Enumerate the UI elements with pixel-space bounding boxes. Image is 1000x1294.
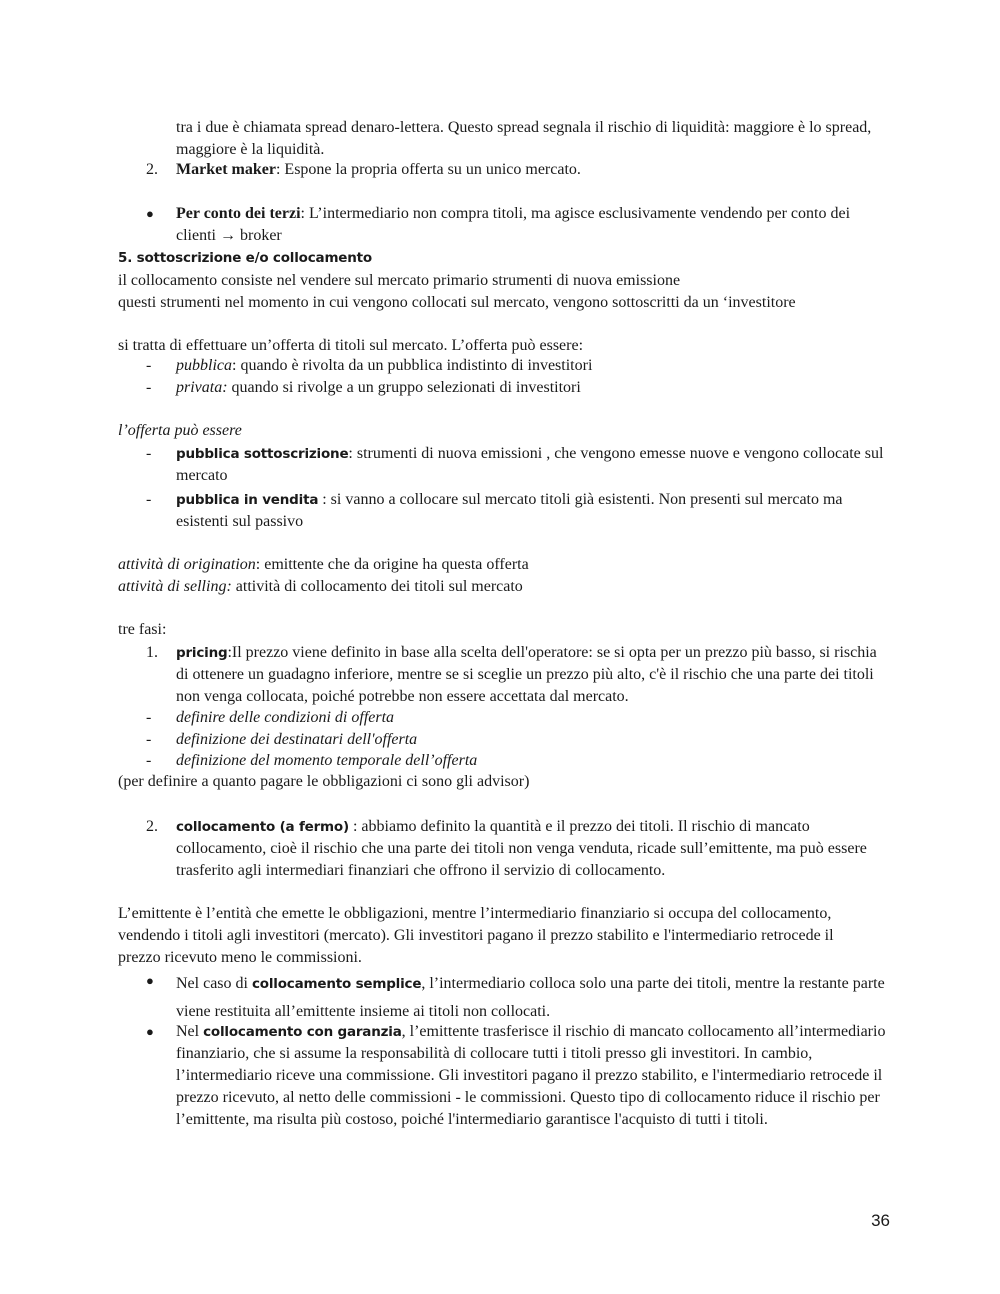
conto-terzi-term: Per conto dei terzi <box>176 205 301 222</box>
item-text: , l’intermediario colloca solo una parte dei titoli, mentre la restante parte viene restituita all’emittente insieme ai titoli non collocati. <box>176 975 885 1020</box>
term-collocamento-fermo: collocamento (a fermo) <box>176 819 349 835</box>
conto-terzi-text: : L’intermediario non compra titoli, ma agisce esclusivamente vendendo per conto dei clienti → broker <box>176 205 851 244</box>
subheading <box>118 420 888 442</box>
dash-marker: - <box>146 379 152 396</box>
term-collocamento-semplice: collocamento semplice <box>251 976 422 992</box>
bullet-icon: ● <box>146 206 154 221</box>
dash-marker: - <box>146 491 152 508</box>
item-text: quando si rivolge a un gruppo selezionati di investitori <box>227 379 581 396</box>
dash-marker: - <box>146 752 152 769</box>
paragraph-line: questi strumenti nel momento in cui vengono collocati sul mercato, vengono sottoscritti da un ‘investitore <box>118 294 796 311</box>
conto-terzi-item <box>176 203 886 247</box>
list-item <box>176 355 886 377</box>
item-text: : quando è rivolta da un pubblica indistinto di investitori <box>232 357 593 374</box>
market-maker-term: Market maker <box>176 161 276 178</box>
dash-marker: - <box>146 731 152 748</box>
list-item <box>176 443 886 487</box>
list-item <box>176 750 886 772</box>
item-text: Nel caso di <box>176 975 252 992</box>
list-item <box>176 729 886 751</box>
item-text: , l’emittente trasferisce il rischio di mancato collocamento all’intermediario finanziario, che si assume la responsabilità di collocare tutti i titoli presso gli investitori. In cambio, l’intermediario riceve una commissione. Gli investitori pagano il prezzo stabilito, e l'intermediario retrocede il prezzo ricevuto, al netto delle commissioni - le commissioni. Questo tipo di collocamento riduce il rischio per l’emittente, ma risulta più costoso, poiché l'intermediario garantisce l'acquisto di tutti i titoli. <box>176 1023 886 1128</box>
item-text: definire delle condizioni di offerta <box>176 709 395 726</box>
paragraph-line: il collocamento consiste nel vendere sul mercato primario strumenti di nuova emissione <box>118 272 681 289</box>
term-pubblica-sottoscrizione: pubblica sottoscrizione <box>176 446 349 462</box>
term-pubblica-vendita: pubblica in vendita <box>176 492 319 508</box>
section-heading: 5. sottoscrizione e/o collocamento <box>118 250 373 266</box>
term-pricing: pricing <box>176 645 228 661</box>
collocamento-text: : abbiamo definito la quantità e il prezzo dei titoli. Il rischio di mancato collocamento, cioè il rischio che una parte dei titoli non venga venduta, ricade sull’emittente, ma può essere trasferito agli intermediari finanziari che offrono il servizio di collocamento. <box>176 818 867 879</box>
dash-marker: - <box>146 709 152 726</box>
market-maker-text: : Espone la propria offerta su un unico mercato. <box>275 161 581 178</box>
page-number: 36 <box>871 1211 890 1230</box>
term-collocamento-garanzia: collocamento con garanzia <box>203 1024 402 1040</box>
definition-line <box>118 576 888 598</box>
bullet-icon: ● <box>146 973 154 988</box>
pricing-text: :Il prezzo viene definito in base alla scelta dell'operatore: se si opta per un prezzo più basso, si rischia di ottenere un guadagno inferiore, mentre se si sceglie un prezzo più alto, c'è il rischio che una parte dei titoli non venga collocata, poiché potrebbe non essere accettata dal mercato. <box>176 644 877 705</box>
subheading-text: l’offerta può essere <box>118 422 242 439</box>
item-text: : si vanno a collocare sul mercato titoli già esistenti. Non presenti sul mercato ma esistenti sul passivo <box>176 491 843 530</box>
definition-text: : emittente che da origine ha questa offerta <box>255 556 529 573</box>
item-text: Nel <box>176 1023 204 1040</box>
paragraph: tre fasi: <box>118 621 167 638</box>
semplice-item <box>176 970 886 1025</box>
term-selling: attività di selling: <box>118 578 232 595</box>
definition-text: attività di collocamento dei titoli sul mercato <box>231 578 523 595</box>
market-maker-item <box>176 159 886 181</box>
pricing-item <box>176 642 886 708</box>
item-text: definizione dei destinatari dell'offerta <box>176 731 418 748</box>
continuation-paragraph: tra i due è chiamata spread denaro-lettera. Questo spread segnala il rischio di liquidità: maggiore è lo spread, maggiore è la liquidità. <box>176 119 872 158</box>
collocamento-item <box>176 816 886 882</box>
garanzia-item <box>176 1021 886 1131</box>
emittente-paragraph: L’emittente è l’entità che emette le obbligazioni, mentre l’intermediario finanziario si occupa del collocamento, vendendo i titoli agli investitori (mercato). Gli investitori pagano il prezzo stabilito e l'intermediario retrocede il prezzo ricevuto meno le commissioni. <box>118 905 834 966</box>
term-privata: privata: <box>176 379 228 396</box>
list-item <box>176 707 886 729</box>
term-pubblica: pubblica <box>176 357 232 374</box>
item-text: definizione del momento temporale dell’offerta <box>176 752 478 769</box>
dash-marker: - <box>146 445 152 462</box>
item-text: : strumenti di nuova emissioni , che vengono emesse nuove e vengono collocate sul mercato <box>176 445 884 484</box>
list-item <box>176 377 886 399</box>
bullet-icon: ● <box>146 1024 154 1039</box>
list-item <box>176 489 886 533</box>
dash-marker: - <box>146 357 152 374</box>
definition-line <box>118 554 888 576</box>
list-number: 1. <box>146 644 158 661</box>
list-number: 2. <box>146 161 158 178</box>
advisor-note: (per definire a quanto pagare le obbligazioni ci sono gli advisor) <box>118 773 530 790</box>
list-number: 2. <box>146 818 158 835</box>
term-origination: attività di origination <box>118 556 256 573</box>
paragraph: si tratta di effettuare un’offerta di titoli sul mercato. L’offerta può essere: <box>118 337 584 354</box>
